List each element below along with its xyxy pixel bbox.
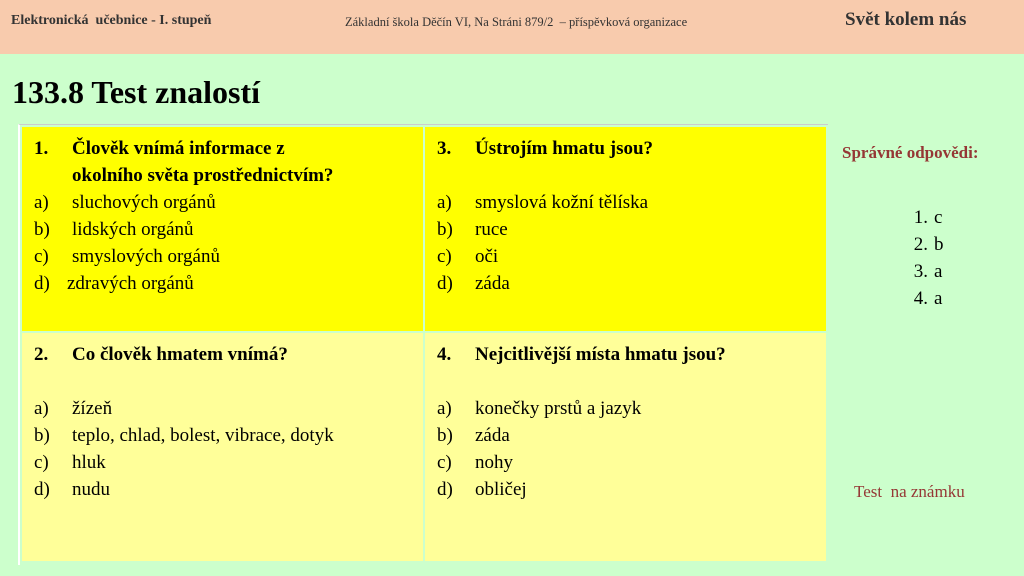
option-2b xyxy=(34,422,423,449)
option-4c xyxy=(437,449,826,476)
option-text: záda xyxy=(475,273,510,294)
option-text: sluchových orgánů xyxy=(72,192,216,213)
option-letter: b) xyxy=(437,219,453,240)
option-text: zdravých orgánů xyxy=(67,273,194,294)
option-2d xyxy=(34,476,423,503)
option-1b xyxy=(34,216,423,243)
question-text-line: Člověk vnímá informace z xyxy=(72,138,285,159)
option-text: nohy xyxy=(475,452,513,473)
question-text: Ústrojím hmatu jsou? xyxy=(475,138,654,159)
answer-item xyxy=(898,204,944,231)
question-cell-4 xyxy=(425,333,826,561)
answer-item xyxy=(898,258,944,285)
answer-number: 1. xyxy=(913,207,928,228)
option-letter: d) xyxy=(34,273,50,294)
option-text: hluk xyxy=(72,452,106,473)
question-cell-3 xyxy=(425,127,826,331)
option-text: oči xyxy=(475,246,499,267)
option-letter: a) xyxy=(34,398,49,419)
answers-list xyxy=(898,204,944,312)
page-title: 133.8 Test znalostí xyxy=(12,74,261,110)
grade-test-link[interactable]: Test na známku xyxy=(854,482,965,501)
option-text: lidských orgánů xyxy=(72,219,194,240)
option-letter: a) xyxy=(437,192,452,213)
question-number: 2. xyxy=(34,344,49,365)
header-subject-text: Svět kolem nás xyxy=(845,9,967,30)
option-4d xyxy=(437,476,826,503)
option-4a xyxy=(437,395,826,422)
option-1a xyxy=(34,189,423,216)
answer-value: c xyxy=(934,207,943,228)
option-3d xyxy=(437,270,826,297)
header-left-text: Elektronická učebnice - I. stupeň xyxy=(11,13,212,28)
option-2c xyxy=(34,449,423,476)
option-1c xyxy=(34,243,423,270)
question-number: 4. xyxy=(437,344,452,365)
question-1 xyxy=(34,135,423,189)
answer-item xyxy=(898,231,944,258)
question-text xyxy=(72,135,333,189)
answer-value: a xyxy=(934,288,943,309)
option-1d xyxy=(34,270,423,297)
option-letter: c) xyxy=(34,246,49,267)
option-3a xyxy=(437,189,826,216)
option-text: konečky prstů a jazyk xyxy=(475,398,642,419)
option-letter: d) xyxy=(34,479,50,500)
option-letter: b) xyxy=(34,425,50,446)
option-text: ruce xyxy=(475,219,508,240)
answer-value: a xyxy=(934,261,943,282)
question-text: Co člověk hmatem vnímá? xyxy=(72,344,288,365)
option-3b xyxy=(437,216,826,243)
option-text: smyslových orgánů xyxy=(72,246,220,267)
option-letter: c) xyxy=(437,246,452,267)
option-text: obličej xyxy=(475,479,527,500)
header-school-text: Základní škola Děčín VI, Na Stráni 879/2 – příspěvková organizace xyxy=(345,15,688,29)
option-4b xyxy=(437,422,826,449)
option-letter: c) xyxy=(437,452,452,473)
header-bar xyxy=(0,0,1024,54)
option-text: nudu xyxy=(72,479,110,500)
question-cell-1 xyxy=(22,127,423,331)
answer-value: b xyxy=(934,234,944,255)
question-4 xyxy=(437,341,826,368)
answer-number: 3. xyxy=(913,261,928,282)
option-3c xyxy=(437,243,826,270)
option-text: teplo, chlad, bolest, vibrace, dotyk xyxy=(72,425,334,446)
option-letter: a) xyxy=(34,192,49,213)
answer-number: 2. xyxy=(913,234,928,255)
question-text-line: okolního světa prostřednictvím? xyxy=(72,165,334,186)
question-3 xyxy=(437,135,826,162)
question-number: 1. xyxy=(34,138,49,159)
question-number: 3. xyxy=(437,138,452,159)
option-text: smyslová kožní tělíska xyxy=(475,192,649,213)
answer-number: 4. xyxy=(913,288,928,309)
answers-heading: Správné odpovědi: xyxy=(842,143,979,162)
option-letter: d) xyxy=(437,479,453,500)
answer-item xyxy=(898,285,944,312)
question-text: Nejcitlivější místa hmatu jsou? xyxy=(475,344,726,365)
option-letter: d) xyxy=(437,273,453,294)
option-2a xyxy=(34,395,423,422)
option-text: záda xyxy=(475,425,510,446)
question-2 xyxy=(34,341,423,368)
option-letter: b) xyxy=(437,425,453,446)
option-letter: b) xyxy=(34,219,50,240)
option-letter: a) xyxy=(437,398,452,419)
option-text: žízeň xyxy=(72,398,113,419)
quiz-table xyxy=(18,124,828,565)
option-letter: c) xyxy=(34,452,49,473)
question-cell-2 xyxy=(22,333,423,561)
